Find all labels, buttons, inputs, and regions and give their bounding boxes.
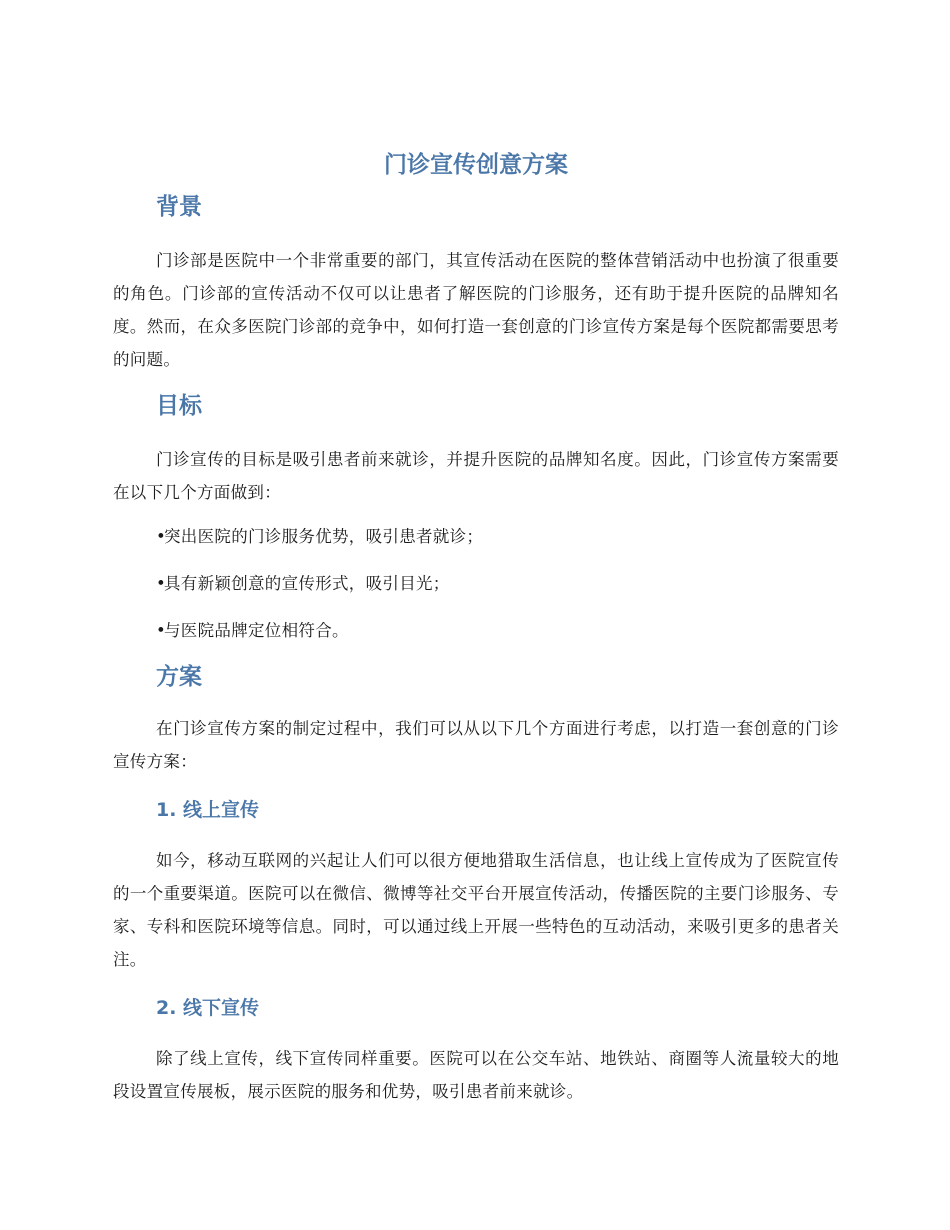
bullet-item: [113, 520, 839, 553]
paragraph-plan: 在门诊宣传方案的制定过程中，我们可以从以下几个方面进行考虑，以打造一套创意的门诊宣传方案：: [113, 719, 839, 771]
bullet-text: 突出医院的门诊服务优势，吸引患者就诊；: [164, 527, 484, 546]
bullet-item: [113, 614, 839, 647]
bullet-text: 与医院品牌定位相符合。: [164, 621, 349, 640]
subheading-online: 1. 线上宣传: [156, 799, 260, 821]
bullet-marker: •: [156, 527, 167, 546]
bullet-marker: •: [156, 574, 167, 593]
bullet-marker: •: [156, 621, 167, 640]
paragraph-background: 门诊部是医院中一个非常重要的部门，其宣传活动在医院的整体营销活动中也扮演了很重要的角色。门诊部的宣传活动不仅可以让患者了解医院的门诊服务，还有助于提升医院的品牌知名度。然而，在众多医院门诊部的竞争中，如何打造一套创意的门诊宣传方案是每个医院都需要思考的问题。: [113, 251, 839, 369]
heading-plan: 方案: [156, 664, 202, 690]
subheading-offline: 2. 线下宣传: [156, 997, 260, 1019]
paragraph-offline: 除了线上宣传，线下宣传同样重要。医院可以在公交车站、地铁站、商圈等人流量较大的地段设置宣传展板，展示医院的服务和优势，吸引患者前来就诊。: [113, 1049, 839, 1101]
heading-goal: 目标: [156, 393, 202, 419]
bullet-text: 具有新颖创意的宣传形式，吸引目光；: [164, 574, 450, 593]
document-title: 门诊宣传创意方案: [384, 152, 568, 178]
heading-background: 背景: [156, 194, 202, 220]
paragraph-online: 如今，移动互联网的兴起让人们可以很方便地猎取生活信息，也让线上宣传成为了医院宣传的一个重要渠道。医院可以在微信、微博等社交平台开展宣传活动，传播医院的主要门诊服务、专家、专科和医院环境等信息。同时，可以通过线上开展一些特色的互动活动，来吸引更多的患者关注。: [113, 851, 839, 969]
paragraph-goal: 门诊宣传的目标是吸引患者前来就诊，并提升医院的品牌知名度。因此，门诊宣传方案需要在以下几个方面做到：: [113, 450, 839, 502]
document-page: [113, 146, 839, 1108]
bullet-item: [113, 567, 839, 600]
